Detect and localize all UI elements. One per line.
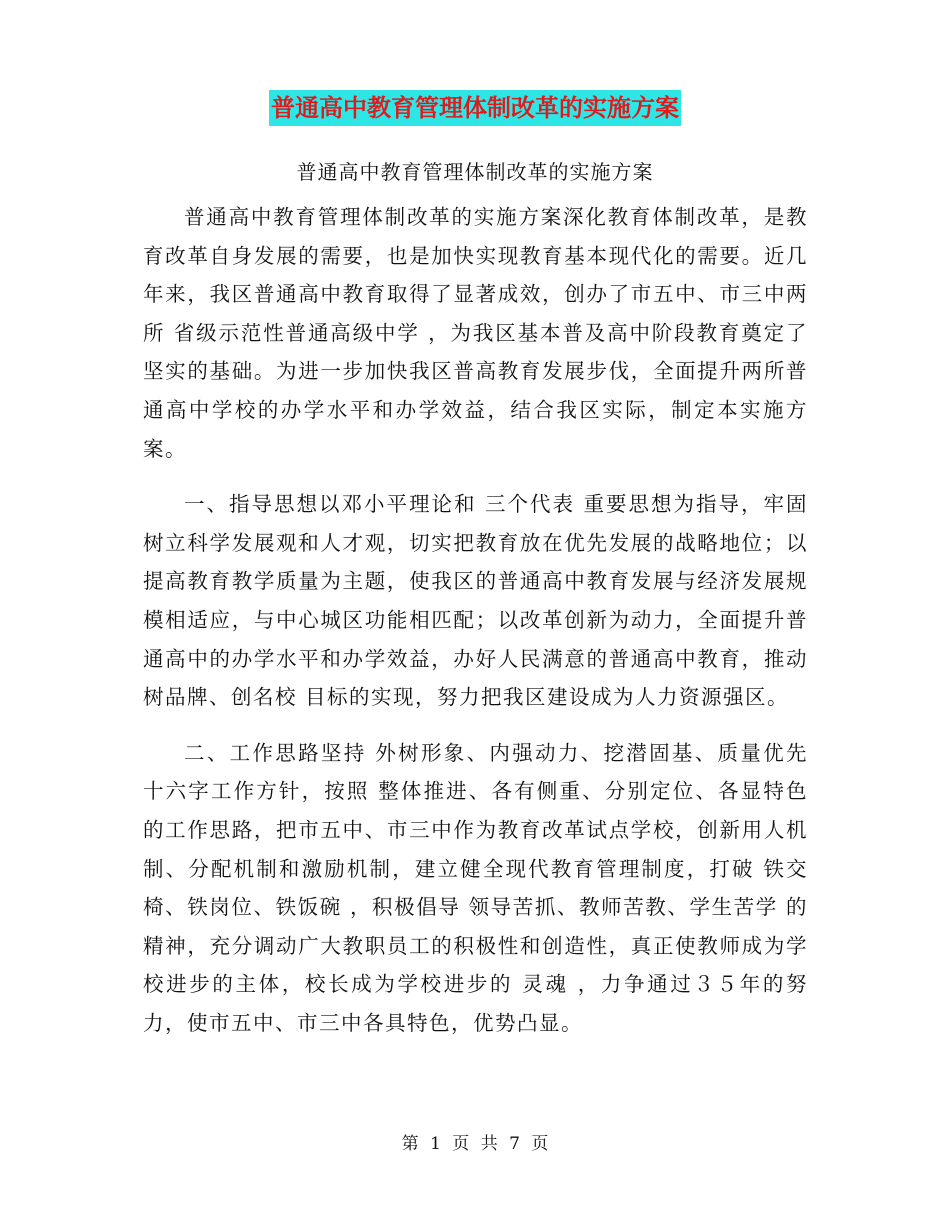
paragraph-guiding-ideology: 一、指导思想以邓小平理论和 三个代表 重要思想为指导，牢固树立科学发展观和人才观，切实把教育放在优先发展的战略地位；以提高教育教学质量为主题，使我区的普通高中教育发展与经济发展规模相适应，与中心城区功能相匹配；以改革创新为动力，全面提升普通高中的办学水平和办学效益，办好人民满意的普通高中教育，推动树品牌、创名校 目标的实现，努力把我区建设成为人力资源强区。 xyxy=(143,492,808,710)
document-title-text: 普通高中教育管理体制改革的实施方案 xyxy=(269,90,681,126)
paragraph-work-approach: 二、工作思路坚持 外树形象、内强动力、挖潜固基、质量优先 十六字工作方针，按照 整体推进、各有侧重、分别定位、各显特色 的工作思路，把市五中、市三中作为教育改革试点学校，创新用人机制、分配机制和激励机制，建立健全现代教育管理制度，打破 铁交椅、铁岗位、铁饭碗 ，积极倡导 领导苦抓、教师苦教、学生苦学 的精神，充分调动广大教职员工的积极性和创造性，真正使教师成为学校进步的主体，校长成为学校进步的 灵魂 ，力争通过３５年的努力，使市五中、市三中各具特色，优势凸显。 xyxy=(143,740,808,1035)
page-number-footer: 第 1 页 共 7 页 xyxy=(401,1134,549,1154)
document-title xyxy=(0,90,950,126)
document-subtitle: 普通高中教育管理体制改革的实施方案 xyxy=(296,160,654,184)
document-body xyxy=(143,198,808,1042)
paragraph-intro: 普通高中教育管理体制改革的实施方案深化教育体制改革，是教育改革自身发展的需要，也是加快实现教育基本现代化的需要。近几年来，我区普通高中教育取得了显著成效，创办了市五中、市三中两所 省级示范性普通高级中学 ，为我区基本普及高中阶段教育奠定了坚实的基础。为进一步加快我区普高教育发展步伐，全面提升两所普通高中学校的办学水平和办学效益，结合我区实际，制定本实施方案。 xyxy=(143,205,808,461)
